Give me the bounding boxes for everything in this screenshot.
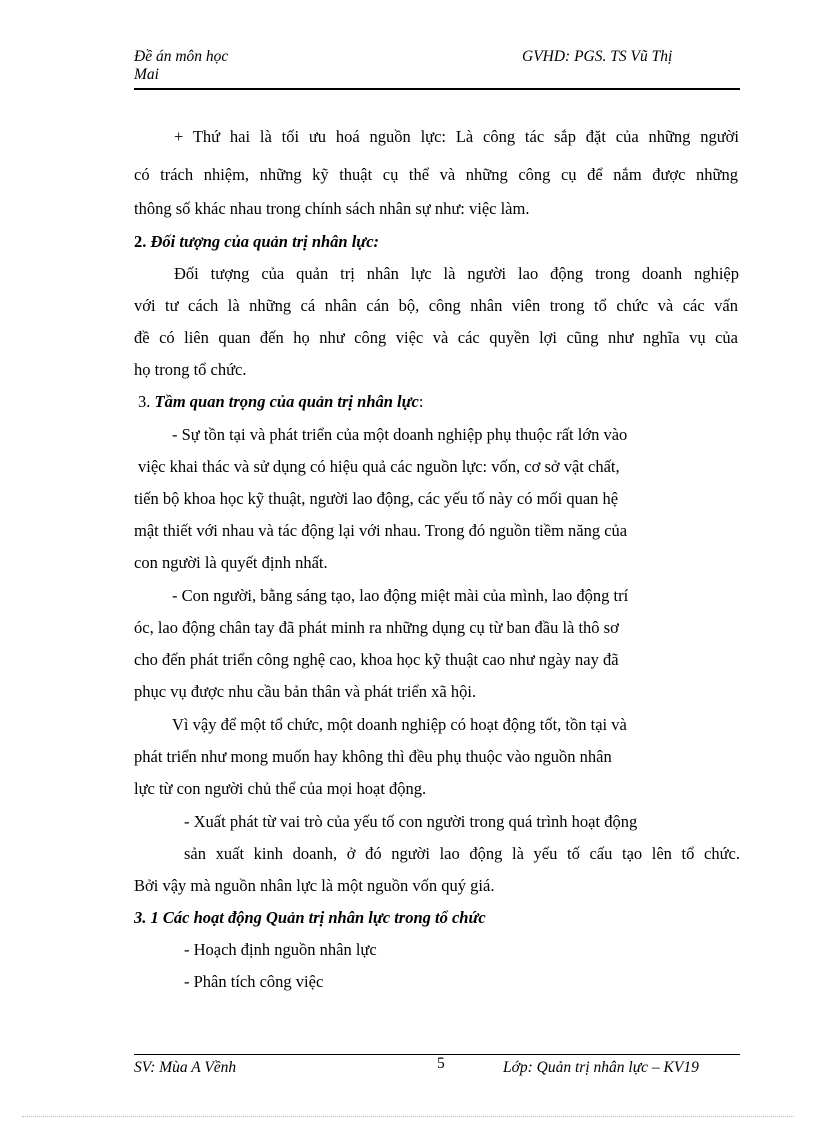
paragraph-line: con người là quyết định nhất. xyxy=(134,553,328,572)
page-number: 5 xyxy=(437,1055,445,1072)
header-supervisor-continued: Mai xyxy=(134,66,159,83)
paragraph-line: sản xuất kinh doanh, ở đó người lao động là yếu tố cấu tạo lên tổ chức. xyxy=(184,844,740,863)
section-heading-number: 3. xyxy=(138,392,155,411)
paragraph-line: Vì vậy để một tổ chức, một doanh nghiệp có hoạt động tốt, tồn tại và xyxy=(172,715,627,734)
paragraph-line: - Con người, bằng sáng tạo, lao động miệt mài của mình, lao động trí xyxy=(172,586,629,605)
paragraph-line: - Xuất phát từ vai trò của yếu tố con người trong quá trình hoạt động xyxy=(184,812,638,831)
list-item: - Phân tích công việc xyxy=(184,972,324,991)
paragraph-line: lực từ con người chủ thể của mọi hoạt động. xyxy=(134,779,427,798)
paragraph-line: mật thiết với nhau và tác động lại với nhau. Trong đó nguồn tiềm năng của xyxy=(134,521,628,540)
paragraph-line: - Sự tồn tại và phát triển của một doanh nghiệp phụ thuộc rất lớn vào xyxy=(172,425,628,444)
header-supervisor: GVHD: PGS. TS Vũ Thị xyxy=(522,48,673,65)
page-bottom-dotted-border xyxy=(22,1116,794,1117)
paragraph-line: họ trong tổ chức. xyxy=(134,360,247,379)
paragraph-line: phát triển như mong muốn hay không thì đều phụ thuộc vào nguồn nhân xyxy=(134,747,612,766)
section-heading-text: Đối tượng của quản trị nhân lực: xyxy=(150,232,380,251)
footer-class-name: Lớp: Quản trị nhân lực – KV19 xyxy=(503,1059,699,1076)
list-item: - Hoạch định nguồn nhân lực xyxy=(184,940,377,959)
paragraph-line: đề có liên quan đến họ như công việc và các quyền lợi cũng như nghĩa vụ của xyxy=(134,328,738,347)
footer-student-name: SV: Mùa A Vềnh xyxy=(134,1059,237,1076)
paragraph-line: với tư cách là những cá nhân cán bộ, công nhân viên trong tổ chức và các vấn xyxy=(134,296,738,315)
subsection-heading: 3. 1 Các hoạt động Quản trị nhân lực trong tổ chức xyxy=(134,908,486,927)
paragraph-line: Đối tượng của quản trị nhân lực là người lao động trong doanh nghiệp xyxy=(174,264,739,283)
paragraph-line: + Thứ hai là tối ưu hoá nguồn lực: Là công tác sắp đặt của những người xyxy=(174,127,739,146)
section-heading-number: 2. xyxy=(134,232,151,251)
section-heading-3 xyxy=(138,391,423,413)
paragraph-line: tiến bộ khoa học kỹ thuật, người lao động, các yếu tố này có mối quan hệ xyxy=(134,489,619,508)
paragraph-line: thông số khác nhau trong chính sách nhân sự như: việc làm. xyxy=(134,199,530,218)
section-heading-colon: : xyxy=(418,392,424,411)
paragraph-line: Bởi vậy mà nguồn nhân lực là một nguồn vốn quý giá. xyxy=(134,876,495,895)
header-rule xyxy=(134,88,740,90)
paragraph-line: việc khai thác và sử dụng có hiệu quả các nguồn lực: vốn, cơ sở vật chất, xyxy=(138,457,620,476)
paragraph-line: phục vụ được nhu cầu bản thân và phát triển xã hội. xyxy=(134,682,477,701)
section-heading-text: Tầm quan trọng của quản trị nhân lực xyxy=(154,392,419,411)
section-heading-2 xyxy=(134,231,379,253)
paragraph-line: có trách nhiệm, những kỹ thuật cụ thể và những công cụ để nắm được những xyxy=(134,165,738,184)
paragraph-line: óc, lao động chân tay đã phát minh ra những dụng cụ từ ban đầu là thô sơ xyxy=(134,618,619,637)
header-course-title: Đề án môn học xyxy=(134,48,229,65)
paragraph-line: cho đến phát triển công nghệ cao, khoa học kỹ thuật cao như ngày nay đã xyxy=(134,650,619,669)
